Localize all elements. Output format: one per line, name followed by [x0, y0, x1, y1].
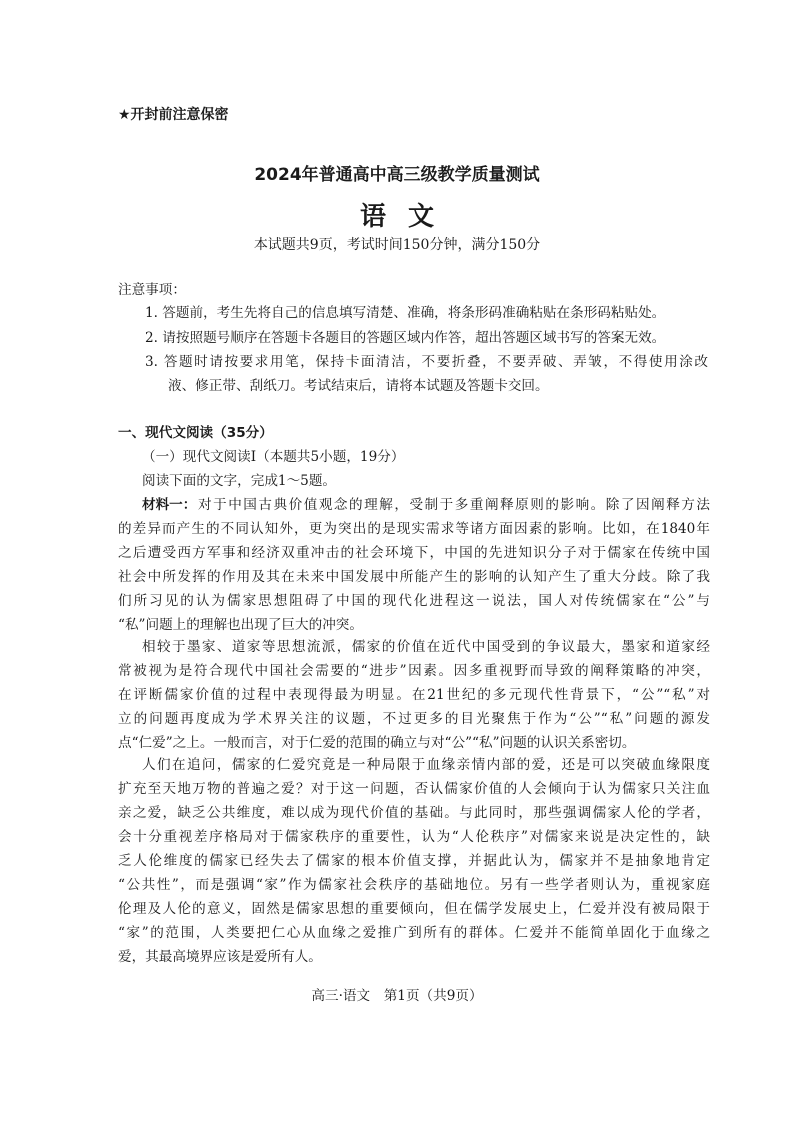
paragraph-line: 的差异而产生的不同认知外，更为突出的是现实需求等诸方面因素的影响。比如，在1840年	[118, 521, 710, 537]
paragraph-line: 乏人伦维度的儒家已经失去了儒家的根本价值支撑，并据此认为，儒家并不是抽象地肯定	[118, 853, 710, 869]
paragraph-line: 常被视为是符合现代中国社会需要的“进步”因素。因多重视野而导致的阐释策略的冲突，	[118, 663, 710, 679]
paragraph-line: “家”的范围，人类要把仁心从血缘之爱推广到所有的群体。仁爱并不能简单固化于血缘之	[118, 925, 710, 941]
paragraph-line: 扩充至天地万物的普遍之爱？对于这一问题，否认儒家价值的人会倾向于认为儒家只关注血	[118, 781, 710, 797]
paragraph-line: 社会中所发挥的作用及其在未来中国发展中所能产生的影响的认知产生了重大分歧。除了我	[118, 569, 710, 585]
paragraph-line: 会十分重视差序格局对于儒家秩序的重要性，认为“人伦秩序”对儒家来说是决定性的，缺	[118, 829, 710, 845]
instruction-item-3: 液、修正带、刮纸刀。考试结束后，请将本试题及答题卡交回。	[168, 378, 549, 394]
paragraph-line: 亲之爱，缺乏公共维度，难以成为现代价值的基础。与此同时，那些强调儒家人伦的学者，	[118, 805, 710, 821]
instruction-item-2: 2. 请按照题号顺序在答题卡各题目的答题区域内作答，超出答题区域书写的答案无效。	[145, 330, 666, 346]
paragraph-line: 相较于墨家、道家等思想流派，儒家的价值在近代中国受到的争议最大，墨家和道家经	[142, 639, 710, 655]
exam-title: 2024年普通高中高三级教学质量测试	[254, 165, 540, 185]
paragraph-line: 立的问题再度成为学术界关注的议题，不过更多的目光聚焦于作为“公”“私”问题的源发	[118, 711, 710, 727]
confidential-notice: ★开封前注意保密	[118, 107, 229, 123]
paragraph-line: “私”问题上的理解也出现了巨大的冲突。	[118, 617, 363, 633]
paragraph-line: 之后遭受西方军事和经济双重冲击的社会环境下，中国的先进知识分子对于儒家在传统中国	[118, 545, 710, 561]
paragraph-line: “公共性”，而是强调“家”作为儒家社会秩序的基础地位。另有一些学者则认为，重视家庭	[118, 877, 710, 893]
instruction-item-3: 3. 答题时请按要求用笔，保持卡面清洁，不要折叠，不要弄破、弄皱，不得使用涂改	[145, 354, 708, 370]
instructions-heading: 注意事项：	[118, 282, 186, 298]
paragraph-line: 爱，其最高境界应该是爱所有人。	[118, 949, 322, 965]
paragraph-line: 在评断儒家价值的过程中表现得最为明显。在21世纪的多元现代性背景下，“公”“私”对	[118, 687, 710, 703]
subject-title: 语文	[359, 202, 456, 232]
paragraph-line: 对于中国古典价值观念的理解，受制于多重阐释原则的影响。除了因阐释方法	[198, 497, 710, 513]
page-footer: 高三·语文 第1页（共9页）	[311, 988, 483, 1004]
exam-info: 本试题共9页，考试时间150分钟，满分150分	[253, 237, 541, 253]
material-label: 材料一：	[142, 497, 197, 513]
subsection-heading: （一）现代文阅读Ⅰ（本题共5小题，19分）	[142, 449, 405, 465]
section-heading: 一、现代文阅读（35分）	[118, 425, 273, 441]
instruction-item-1: 1. 答题前，考生先将自己的信息填写清楚、准确，将条形码准确粘贴在条形码粘贴处。	[145, 305, 666, 321]
reading-prompt: 阅读下面的文字，完成1～5题。	[142, 473, 337, 489]
paragraph-line: 伦理及人伦的意义，固然是儒家思想的重要倾向，但在儒学发展史上，仁爱并没有被局限于	[118, 901, 710, 917]
paragraph-line: 们所习见的认为儒家思想阻碍了中国的现代化进程这一说法，国人对传统儒家在“公”与	[118, 593, 710, 609]
paragraph-line: 点“仁爱”之上。一般而言，对于仁爱的范围的确立与对“公”“私”问题的认识关系密切。	[118, 735, 636, 751]
paragraph-line: 人们在追问，儒家的仁爱究竟是一种局限于血缘亲情内部的爱，还是可以突破血缘限度	[142, 757, 710, 773]
